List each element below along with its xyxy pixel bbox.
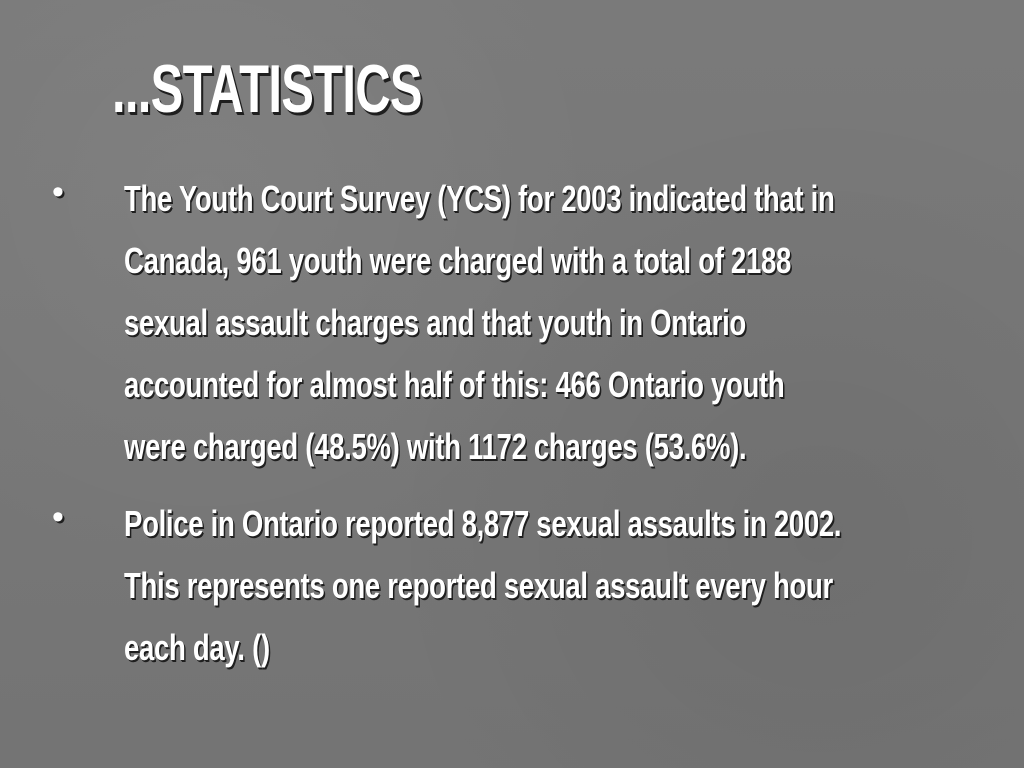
bullet-2-line-2: This represents one reported sexual assault every hour	[124, 565, 833, 606]
bullet-1-line-4: accounted for almost half of this: 466 Ontario youth	[124, 364, 785, 405]
slide-title: ...STATISTICS	[112, 51, 422, 127]
bullet-icon: •	[52, 173, 64, 211]
bullet-1-line-3: sexual assault charges and that youth in Ontario	[124, 302, 746, 343]
bullet-1-line-1: The Youth Court Survey (YCS) for 2003 indicated that in	[124, 178, 835, 219]
bullet-1-line-2: Canada, 961 youth were charged with a total of 2188	[124, 240, 791, 281]
bullet-2-line-3: each day. ()	[124, 627, 270, 668]
bullet-item-1	[52, 168, 912, 478]
bullet-list	[52, 168, 912, 694]
bullet-2-line-1: Police in Ontario reported 8,877 sexual assaults in 2002.	[124, 503, 842, 544]
bullet-icon: •	[52, 498, 64, 536]
bullet-1-line-5: were charged (48.5%) with 1172 charges (53.6%).	[124, 426, 747, 467]
bullet-item-2	[52, 493, 912, 679]
